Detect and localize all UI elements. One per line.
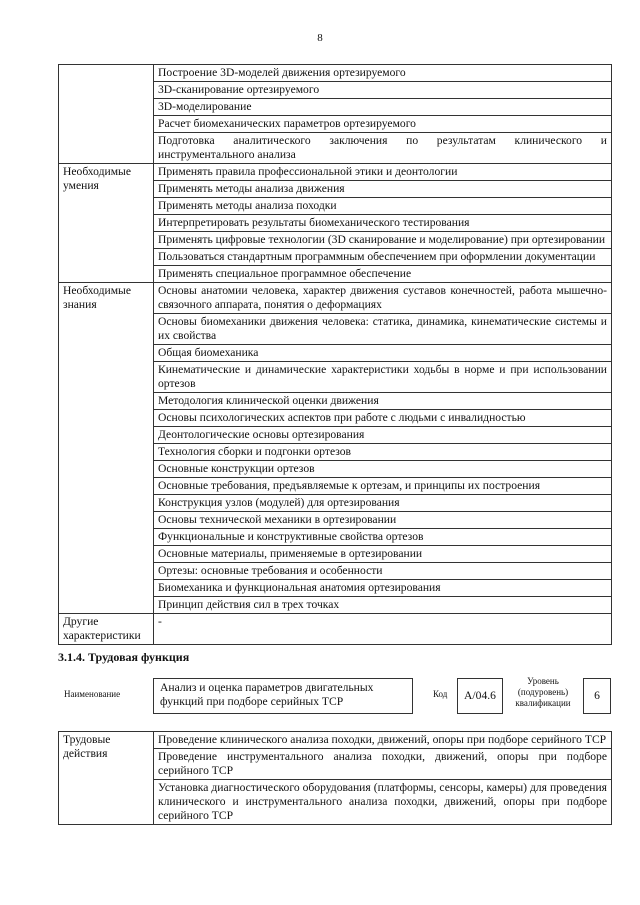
table-cell: Общая биомеханика <box>154 345 612 362</box>
section-title: 3.1.4. Трудовая функция <box>58 650 190 664</box>
actions-label: Трудовые действия <box>59 732 154 825</box>
table-cell: Конструкция узлов (модулей) для ортезирования <box>154 495 612 512</box>
table-cell: Основные требования, предъявляемые к ортезам, и принципы их построения <box>154 478 612 495</box>
function-code-box: A/04.6 <box>457 678 503 714</box>
table-cell: Применять методы анализа походки <box>154 198 612 215</box>
page-number: 8 <box>317 32 323 44</box>
table-cell: Технология сборки и подгонки ортезов <box>154 444 612 461</box>
table-row <box>59 283 612 314</box>
table-cell: Проведение инструментального анализа походки, движений, опоры при подборе серийного ТСР <box>154 749 612 780</box>
table-cell: Установка диагностического оборудования (платформы, сенсоры, камеры) для проведения клинического и инструментального анализа походки, движений, опоры при подборе серийного ТСР <box>154 780 612 825</box>
table-cell: Подготовка аналитического заключения по результатам клинического и инструментального анализа <box>154 133 612 164</box>
code-label: Код <box>433 689 448 699</box>
name-label: Наименование <box>64 689 121 699</box>
table-cell: Ортезы: основные требования и особенности <box>154 563 612 580</box>
table-cell: Принцип действия сил в трех точках <box>154 597 612 614</box>
other-label: Другие характеристики <box>59 614 154 645</box>
table-cell: Применять специальное программное обеспечение <box>154 266 612 283</box>
level-label: Уровень (подуровень) квалификации <box>515 676 571 708</box>
table-cell: Основы технической механики в ортезировании <box>154 512 612 529</box>
table-cell: Интерпретировать результаты биомеханического тестирования <box>154 215 612 232</box>
other-value: - <box>154 614 612 645</box>
table-cell: Пользоваться стандартным программным обеспечением при оформлении документации <box>154 249 612 266</box>
table-cell: 3D-сканирование ортезируемого <box>154 82 612 99</box>
table-row <box>59 614 612 645</box>
knowledge-label: Необходимые знания <box>59 283 154 614</box>
table-cell: Основы психологических аспектов при работе с людьми с инвалидностью <box>154 410 612 427</box>
table-cell: Расчет биомеханических параметров ортезируемого <box>154 116 612 133</box>
table-row <box>59 65 612 82</box>
labor-actions-table <box>58 731 612 825</box>
skills-label: Необходимые умения <box>59 164 154 283</box>
qualification-level-box: 6 <box>583 678 611 714</box>
table-cell: Построение 3D-моделей движения ортезируемого <box>154 65 612 82</box>
table-cell: Основные материалы, применяемые в ортезировании <box>154 546 612 563</box>
table-cell: Основы биомеханики движения человека: статика, динамика, кинематические системы и их свойства <box>154 314 612 345</box>
table-cell: Основные конструкции ортезов <box>154 461 612 478</box>
group-label-empty <box>59 65 154 164</box>
table-cell: Биомеханика и функциональная анатомия ортезирования <box>154 580 612 597</box>
table-cell: 3D-моделирование <box>154 99 612 116</box>
table-cell: Основы анатомии человека, характер движения суставов конечностей, работа мышечно-связочного аппарата, понятия о деформациях <box>154 283 612 314</box>
table-cell: Кинематические и динамические характеристики ходьбы в норме и при использовании ортезов <box>154 362 612 393</box>
function-name-box: Анализ и оценка параметров двигательных функций при подборе серийных ТСР <box>153 678 413 714</box>
table-cell: Применять цифровые технологии (3D сканирование и моделирование) при ортезировании <box>154 232 612 249</box>
table-cell: Деонтологические основы ортезирования <box>154 427 612 444</box>
competency-table <box>58 64 612 645</box>
table-cell: Функциональные и конструктивные свойства ортезов <box>154 529 612 546</box>
table-cell: Проведение клинического анализа походки, движений, опоры при подборе серийного ТСР <box>154 732 612 749</box>
table-cell: Методология клинической оценки движения <box>154 393 612 410</box>
table-row <box>59 732 612 749</box>
table-cell: Применять правила профессиональной этики и деонтологии <box>154 164 612 181</box>
table-row <box>59 164 612 181</box>
table-cell: Применять методы анализа движения <box>154 181 612 198</box>
